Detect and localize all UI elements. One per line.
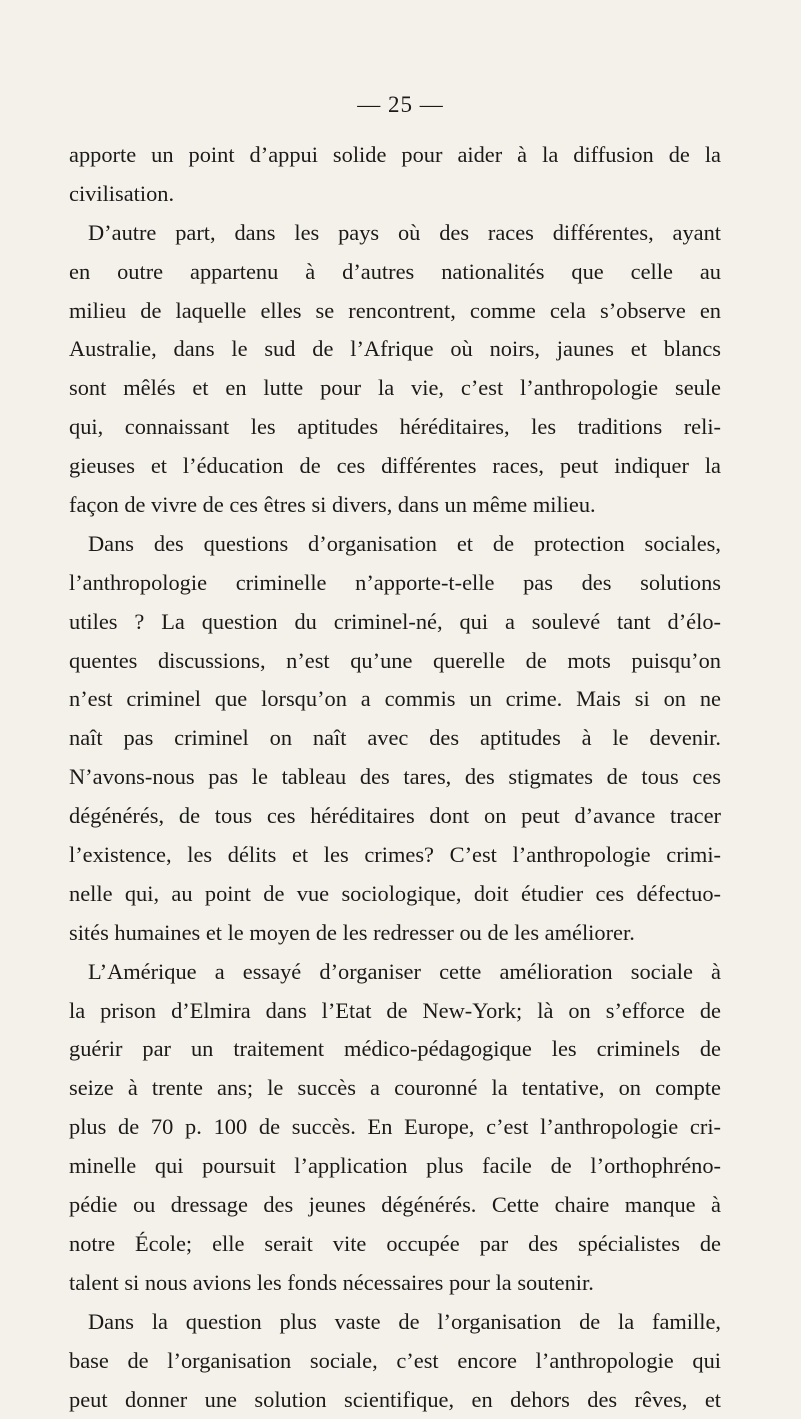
text-line: apporte un point d’appui solide pour aider à la diffusion de la [69,136,721,175]
text-line: seize à trente ans; le succès a couronné la tentative, on compte [69,1069,721,1108]
text-line: n’est criminel que lorsqu’on a commis un crime. Mais si on ne [69,680,721,719]
text-line: L’Amérique a essayé d’organiser cette amélioration sociale à [69,953,721,992]
text-line: Australie, dans le sud de l’Afrique où noirs, jaunes et blancs [69,330,721,369]
text-line: plus de 70 p. 100 de succès. En Europe, c’est l’anthropologie cri- [69,1108,721,1147]
text-line: Dans des questions d’organisation et de protection sociales, [69,525,721,564]
text-line: peut donner une solution scientifique, en dehors des rêves, et [69,1381,721,1419]
text-line: nelle qui, au point de vue sociologique, doit étudier ces défectuo- [69,875,721,914]
text-line: qui, connaissant les aptitudes héréditaires, les traditions reli- [69,408,721,447]
text-line: civilisation. [69,175,721,214]
text-line: guérir par un traitement médico-pédagogique les criminels de [69,1030,721,1069]
body-text [69,136,721,1419]
text-line: talent si nous avions les fonds nécessaires pour la soutenir. [69,1264,721,1303]
text-line: dégénérés, de tous ces héréditaires dont on peut d’avance tracer [69,797,721,836]
text-line: en outre appartenu à d’autres nationalités que celle au [69,253,721,292]
text-line: naît pas criminel on naît avec des aptitudes à le devenir. [69,719,721,758]
text-line: sités humaines et le moyen de les redresser ou de les améliorer. [69,914,721,953]
text-line: gieuses et l’éducation de ces différentes races, peut indiquer la [69,447,721,486]
text-line: utiles ? La question du criminel-né, qui a soulevé tant d’élo- [69,603,721,642]
text-line: notre École; elle serait vite occupée par des spécialistes de [69,1225,721,1264]
text-line: D’autre part, dans les pays où des races différentes, ayant [69,214,721,253]
text-line: sont mêlés et en lutte pour la vie, c’est l’anthropologie seule [69,369,721,408]
text-line: minelle qui poursuit l’application plus facile de l’orthophréno- [69,1147,721,1186]
text-line: quentes discussions, n’est qu’une querelle de mots puisqu’on [69,642,721,681]
text-line: la prison d’Elmira dans l’Etat de New-York; là on s’efforce de [69,992,721,1031]
text-line: l’anthropologie criminelle n’apporte-t-elle pas des solutions [69,564,721,603]
text-line: façon de vivre de ces êtres si divers, dans un même milieu. [69,486,721,525]
text-line: base de l’organisation sociale, c’est encore l’anthropologie qui [69,1342,721,1381]
text-line: l’existence, les délits et les crimes? C’est l’anthropologie crimi- [69,836,721,875]
text-line: N’avons-nous pas le tableau des tares, des stigmates de tous ces [69,758,721,797]
text-line: Dans la question plus vaste de l’organisation de la famille, [69,1303,721,1342]
page-number: — 25 — [0,92,801,118]
text-line: milieu de laquelle elles se rencontrent, comme cela s’observe en [69,292,721,331]
text-line: pédie ou dressage des jeunes dégénérés. Cette chaire manque à [69,1186,721,1225]
